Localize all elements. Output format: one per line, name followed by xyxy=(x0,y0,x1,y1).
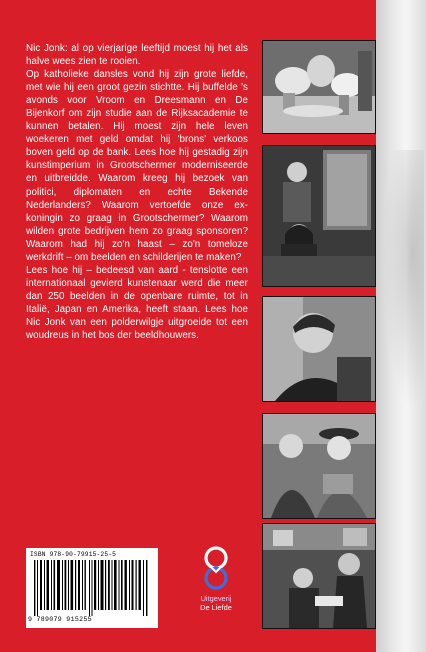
hearts-figure-eight-icon xyxy=(198,546,234,592)
photo-sculptures-snow xyxy=(262,40,376,134)
isbn-text: ISBN 978-90-79915-25-5 xyxy=(30,551,117,558)
barcode-label xyxy=(26,548,158,628)
front-cover-edge xyxy=(376,0,426,652)
blurb-paragraph-2: Op katholieke dansles vond hij zijn grote liefde, met wie hij een groot gezin stichtte. Hij buffelde 's avonds voor Vroom en Dreesmann en De Bijenkorf om zijn studie aan de Rijksacademie te kunnen betalen. Hij moest zijn hele leven woekeren met geld omdat hij 'brons' verkoos boven geld op de bank. Lees hoe hij gestadig zijn kunstimperium in Grootschermer moderniseerde en uitbreidde. Waarom kreeg hij bezoek van politici, diplomaten en echte Bekende Nederlanders? Waarom vertoefde onze ex-koningin zo graag in Grootschermer? Waarom wilden grote bedrijven hem zo graag sponsoren? Waarom had hij zo'n haast – zo'n tomeloze werkdrift – om beelden en schilderijen te maken? xyxy=(26,69,248,263)
barcode-icon xyxy=(32,560,152,616)
photo-portrait-man xyxy=(262,296,376,402)
publisher-logo xyxy=(192,546,240,612)
blurb-paragraph-3: Lees hoe hij – bedeesd van aard - tenslotte een internationaal gevierd kunstenaar werd die meer dan 250 beelden in de openbare ruimte, tot in Italië, Japan en Amerika, heeft staan. Lees hoe Nic Jonk van een polderwilgje uitgroeide tot een woudreus in het bos der beeldhouwers. xyxy=(26,264,248,342)
publisher-line-2: De Liefde xyxy=(200,603,232,612)
publisher-line-1: Uitgeverij xyxy=(200,594,232,603)
photo-group-smiling xyxy=(262,413,376,519)
photo-column xyxy=(262,0,376,652)
photo-couple-painting xyxy=(262,145,376,287)
barcode-digits: 9 789079 915255 xyxy=(28,616,92,623)
blurb-text xyxy=(26,42,248,342)
blurb-paragraph-1: Nic Jonk: al op vierjarige leeftijd moest hij het als halve wees zien te rooien. xyxy=(26,43,248,68)
photo-interior-visit xyxy=(262,523,376,629)
